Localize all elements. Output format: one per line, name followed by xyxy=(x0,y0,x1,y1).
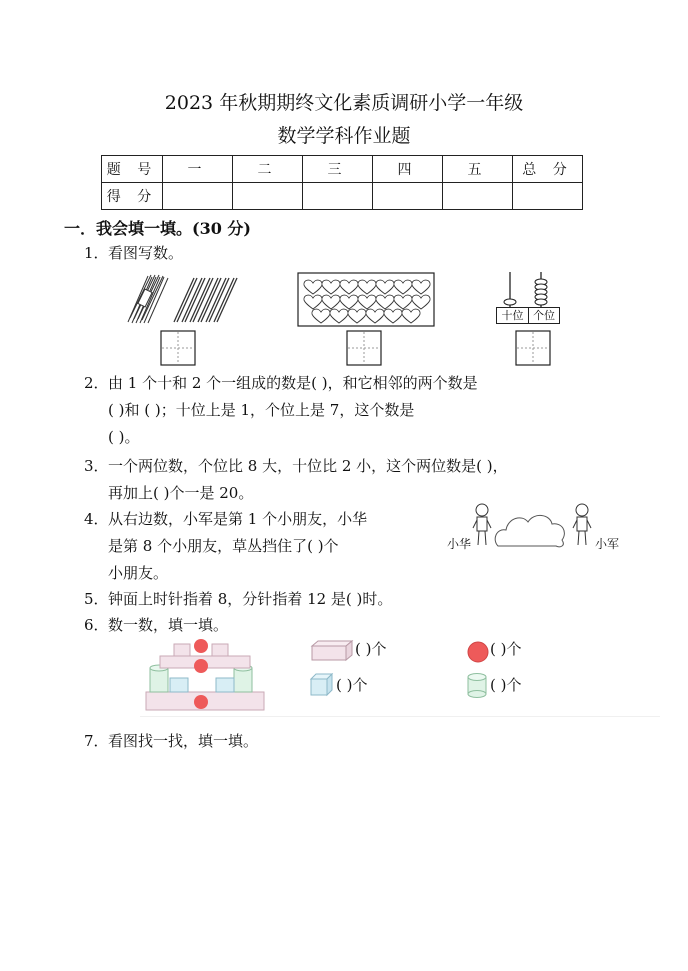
ball-block xyxy=(194,659,208,673)
abacus-ones-label: 个位 xyxy=(528,307,560,324)
cylinder-icon xyxy=(466,672,488,698)
question-number: 3． xyxy=(84,457,109,475)
question-text: 由 1 个十和 2 个一组成的数是( )，和它相邻的两个数是 xyxy=(108,374,478,392)
score-header-cell: 题 号 xyxy=(102,156,163,183)
count-blank[interactable]: ( )个 xyxy=(490,676,522,694)
kid-name-left: 小华 xyxy=(447,537,472,551)
question-7 xyxy=(84,728,258,755)
cylinder-block xyxy=(234,668,252,692)
cube-block xyxy=(216,678,234,692)
score-cell[interactable] xyxy=(373,183,443,210)
question-text: 钟面上时针指着 8，分针指着 12 是( )时。 xyxy=(108,590,393,608)
question-1 xyxy=(84,240,183,267)
cube-block xyxy=(170,678,188,692)
question-number: 6． xyxy=(84,616,109,634)
score-row-label: 得 分 xyxy=(102,183,163,210)
score-header-cell: 三 xyxy=(303,156,373,183)
ball-icon xyxy=(466,640,490,664)
score-header-cell: 二 xyxy=(233,156,303,183)
exam-subtitle: 数学学科作业题 xyxy=(277,125,411,147)
question-6 xyxy=(84,612,228,639)
score-cell[interactable] xyxy=(303,183,373,210)
answer-box[interactable] xyxy=(515,330,551,366)
question-text: 再加上( )个一是 20。 xyxy=(108,484,254,502)
question-text: 一个两位数，个位比 8 大，十位比 2 小，这个两位数是( )， xyxy=(108,457,508,475)
question-number: 4． xyxy=(84,510,109,528)
answer-box[interactable] xyxy=(346,330,382,366)
section-heading: 一．我会填一填。(30 分) xyxy=(64,219,251,238)
exam-title: 2023 年秋期期终文化素质调研小学一年级 xyxy=(164,92,524,114)
question-text: 是第 8 个小朋友，草丛挡住了( )个 xyxy=(108,537,339,555)
answer-box[interactable] xyxy=(160,330,196,366)
ball-block xyxy=(194,639,208,653)
score-header-cell: 五 xyxy=(443,156,513,183)
score-cell[interactable] xyxy=(233,183,303,210)
count-blank[interactable]: ( )个 xyxy=(355,640,387,658)
question-text: ( )和 ( )；十位上是 1，个位上是 7，这个数是 xyxy=(108,401,415,419)
question-5 xyxy=(84,586,392,613)
kids-and-bush-image xyxy=(470,500,570,552)
child-left-icon xyxy=(473,504,491,545)
score-table xyxy=(101,155,583,210)
child-right-icon xyxy=(570,500,598,552)
loose-sticks xyxy=(174,278,237,322)
score-cell[interactable] xyxy=(443,183,513,210)
score-header-cell: 四 xyxy=(373,156,443,183)
question-4 xyxy=(84,506,367,587)
cuboid-icon xyxy=(310,640,354,662)
divider xyxy=(140,716,660,717)
count-blank[interactable]: ( )个 xyxy=(490,640,522,658)
question-3 xyxy=(84,453,508,507)
question-text: 从右边数，小军是第 1 个小朋友，小华 xyxy=(108,510,368,528)
block-structure-image xyxy=(140,638,270,716)
sticks-image xyxy=(124,272,246,326)
question-number: 1． xyxy=(84,244,109,262)
question-number: 2． xyxy=(84,374,109,392)
score-table-score-row xyxy=(102,183,583,210)
hearts-image xyxy=(297,272,435,327)
bush-icon xyxy=(495,515,564,546)
score-header-cell: 一 xyxy=(163,156,233,183)
question-text: 小朋友。 xyxy=(108,564,169,582)
abacus-tens-label: 十位 xyxy=(496,307,529,324)
ball-block xyxy=(194,695,208,709)
stick-bundle xyxy=(128,275,168,323)
cuboid-block xyxy=(174,644,190,656)
score-table-header-row xyxy=(102,156,583,183)
question-2 xyxy=(84,370,478,451)
cube-icon xyxy=(309,673,335,697)
cylinder-block xyxy=(150,668,168,692)
question-text: 看图写数。 xyxy=(108,244,184,262)
question-text: ( )。 xyxy=(108,428,140,446)
score-cell[interactable] xyxy=(513,183,583,210)
question-text: 数一数，填一填。 xyxy=(108,616,229,634)
score-header-cell: 总 分 xyxy=(513,156,583,183)
cuboid-block xyxy=(212,644,228,656)
abacus-rods xyxy=(496,270,560,308)
count-blank[interactable]: ( )个 xyxy=(336,676,368,694)
kid-name-right: 小军 xyxy=(595,537,620,551)
abacus-image xyxy=(496,270,560,324)
question-text: 看图找一找，填一填。 xyxy=(108,732,259,750)
question-number: 7． xyxy=(84,732,109,750)
question-number: 5． xyxy=(84,590,109,608)
score-cell[interactable] xyxy=(163,183,233,210)
